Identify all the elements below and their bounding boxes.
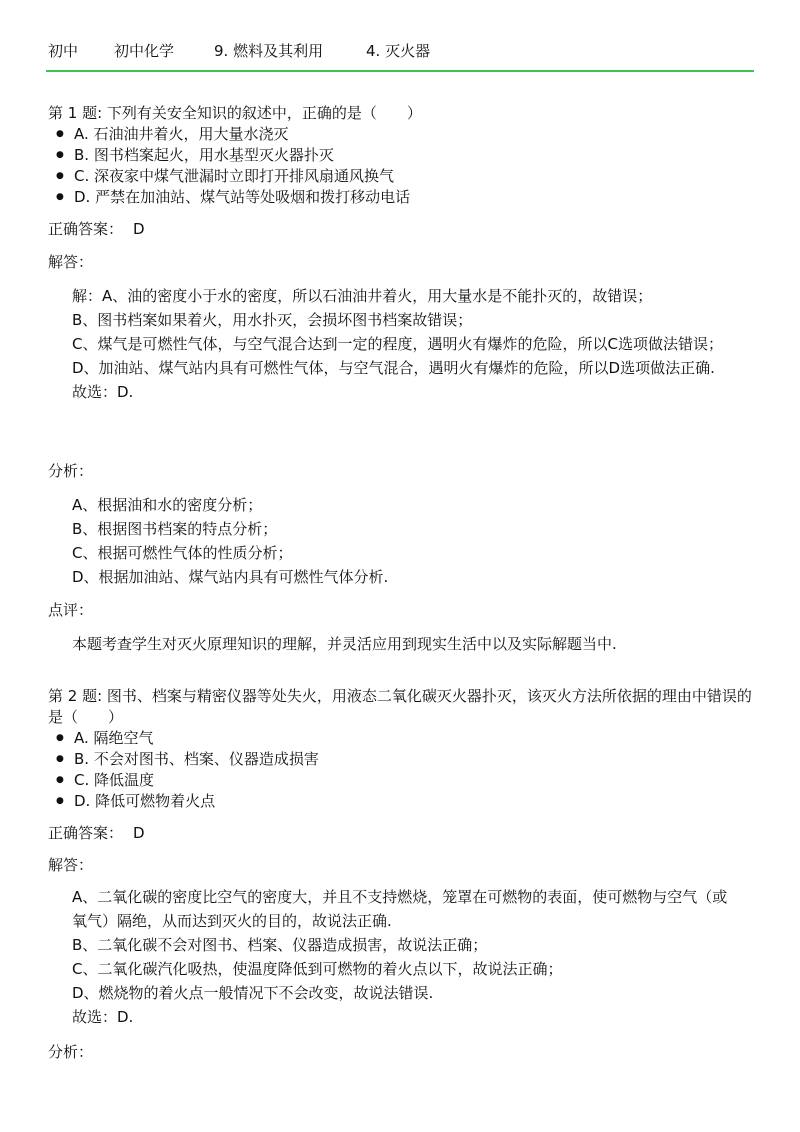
comment-text: 本题考查学生对灭火原理知识的理解，并灵活应用到现实生活中以及实际解题当中. xyxy=(72,635,617,653)
question-2 xyxy=(48,686,763,812)
comment-label: 点评： xyxy=(48,601,94,619)
solution-line: B、二氧化碳不会对图书、档案、仪器造成损害，故说法正确； xyxy=(72,936,488,954)
solution-line: C、煤气是可燃性气体，与空气混合达到一定的程度，遇明火有爆炸的危险，所以C选项做法错误； xyxy=(72,335,723,353)
solution-label: 解答： xyxy=(48,856,94,874)
breadcrumb-item-section[interactable]: 4. 灭火器 xyxy=(366,42,431,60)
analysis-line: B、根据图书档案的特点分析； xyxy=(72,520,278,538)
analysis-label: 分析： xyxy=(48,462,94,480)
option-b: ● B. 不会对图书、档案、仪器造成损害 xyxy=(74,749,763,770)
header-divider xyxy=(46,70,754,72)
breadcrumb-item-chapter[interactable]: 9. 燃料及其利用 xyxy=(214,42,324,60)
analysis-label: 分析： xyxy=(48,1043,94,1061)
correct-answer-value: D xyxy=(133,824,145,842)
correct-answer-row xyxy=(48,823,145,843)
option-d: ● D. 严禁在加油站、煤气站等处吸烟和拨打移动电话 xyxy=(74,187,763,208)
option-a: ● A. 隔绝空气 xyxy=(74,728,763,749)
question-title: 第 2 题: 图书、档案与精密仪器等处失火，用液态二氧化碳灭火器扑灭，该灭火方法所依据的理由中错误的是（ ） xyxy=(48,687,752,726)
solution-block xyxy=(72,284,732,404)
solution-line: A、二氧化碳的密度比空气的密度大，并且不支持燃烧，笼罩在可燃物的表面，使可燃物与空气（或氧气）隔绝，从而达到灭火的目的，故说法正确. xyxy=(72,888,728,930)
solution-line: 故选：D. xyxy=(72,383,134,401)
solution-label: 解答： xyxy=(48,253,94,271)
breadcrumb-item-level[interactable]: 初中 xyxy=(48,42,79,60)
solution-line: D、加油站、煤气站内具有可燃性气体，与空气混合，遇明火有爆炸的危险，所以D选项做法正确. xyxy=(72,359,715,377)
option-list xyxy=(48,124,763,208)
question-title: 第 1 题: 下列有关安全知识的叙述中，正确的是（ ） xyxy=(48,104,422,122)
correct-answer-value: D xyxy=(133,220,145,238)
correct-answer-label: 正确答案： xyxy=(48,220,124,238)
solution-block xyxy=(72,885,732,1029)
option-c: ● C. 降低温度 xyxy=(74,770,763,791)
option-list xyxy=(48,728,763,812)
option-c: ● C. 深夜家中煤气泄漏时立即打开排风扇通风换气 xyxy=(74,166,763,187)
solution-line: C、二氧化碳汽化吸热，使温度降低到可燃物的着火点以下，故说法正确； xyxy=(72,960,563,978)
breadcrumb-item-subject[interactable]: 初中化学 xyxy=(114,42,175,60)
analysis-line: C、根据可燃性气体的性质分析； xyxy=(72,544,293,562)
solution-line: B、图书档案如果着火，用水扑灭，会损坏图书档案故错误； xyxy=(72,311,473,329)
analysis-line: A、根据油和水的密度分析； xyxy=(72,496,263,514)
question-1 xyxy=(48,103,763,208)
solution-line: 故选：D. xyxy=(72,1008,134,1026)
correct-answer-row xyxy=(48,219,145,239)
correct-answer-label: 正确答案： xyxy=(48,824,124,842)
option-b: ● B. 图书档案起火，用水基型灭火器扑灭 xyxy=(74,145,763,166)
option-a: ● A. 石油油井着火，用大量水浇灭 xyxy=(74,124,763,145)
analysis-line: D、根据加油站、煤气站内具有可燃性气体分析. xyxy=(72,568,389,586)
solution-line: 解：A、油的密度小于水的密度，所以石油油井着火，用大量水是不能扑灭的，故错误； xyxy=(72,287,653,305)
option-d: ● D. 降低可燃物着火点 xyxy=(74,791,763,812)
solution-line: D、燃烧物的着火点一般情况下不会改变，故说法错误. xyxy=(72,984,434,1002)
analysis-block xyxy=(72,493,732,589)
